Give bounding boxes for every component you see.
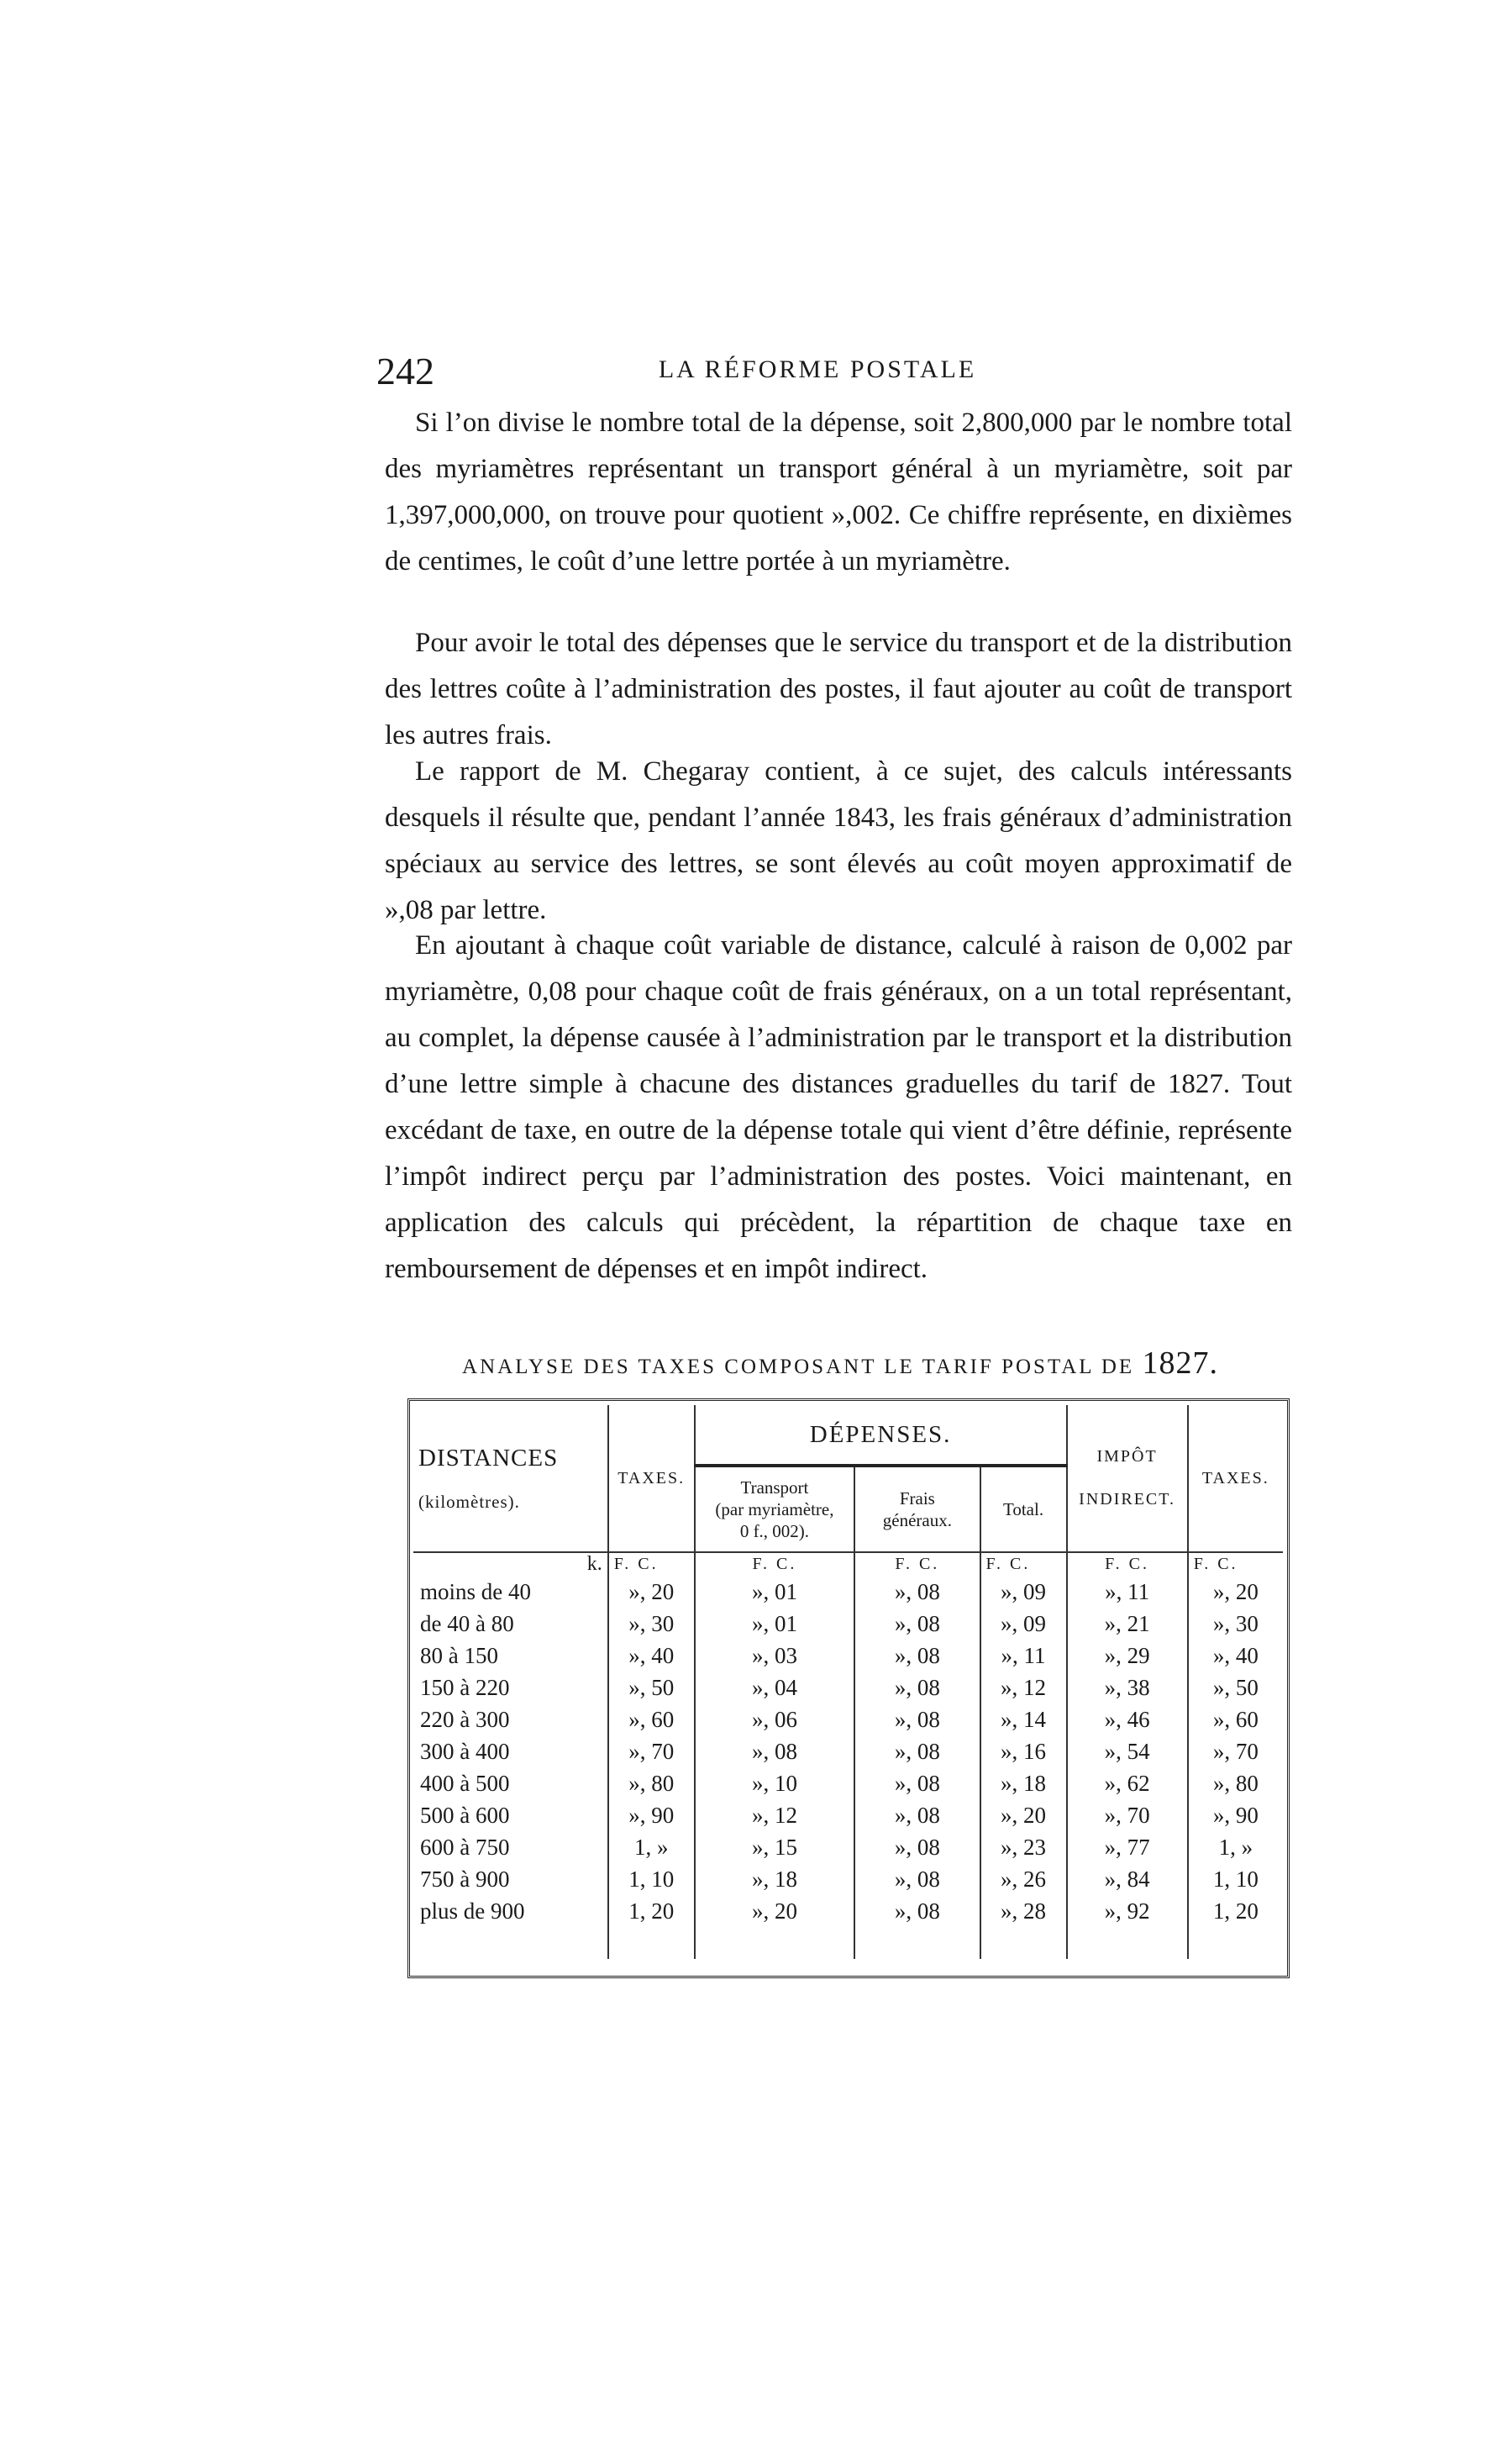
cell-total: », 12 bbox=[980, 1672, 1067, 1703]
cell-taxes-right: 1, » bbox=[1218, 1834, 1253, 1860]
cell-impot: », 29 bbox=[1067, 1640, 1188, 1672]
cell-taxes-right: », 40 bbox=[1212, 1642, 1259, 1668]
table-row bbox=[413, 1895, 1283, 1927]
cell-taxes: », 60 bbox=[608, 1703, 695, 1735]
tariff-table bbox=[413, 1405, 1283, 1959]
cell-taxes-right: », 50 bbox=[1212, 1674, 1259, 1700]
cell-total: », 09 bbox=[980, 1576, 1067, 1608]
cell-impot: », 38 bbox=[1067, 1672, 1188, 1703]
cell-taxes-right: », 30 bbox=[1212, 1610, 1259, 1636]
cell-distance: 80 à 150 bbox=[413, 1640, 608, 1672]
cell-taxes-right: 1, 10 bbox=[1212, 1866, 1259, 1892]
header-impot-label: IMPÔT bbox=[1096, 1447, 1158, 1466]
cell-taxes: », 90 bbox=[608, 1799, 695, 1831]
table-row bbox=[413, 1831, 1283, 1863]
unit-transport: F. C. bbox=[695, 1552, 855, 1576]
cell-distance: moins de 40 bbox=[413, 1576, 608, 1608]
cell-total: », 20 bbox=[980, 1799, 1067, 1831]
cell-taxes: », 80 bbox=[608, 1767, 695, 1799]
cell-taxes: », 20 bbox=[608, 1576, 695, 1608]
cell-transport: », 04 bbox=[695, 1672, 855, 1703]
cell-distance: 750 à 900 bbox=[413, 1863, 608, 1895]
cell-frais: », 08 bbox=[854, 1863, 980, 1895]
cell-total: », 14 bbox=[980, 1703, 1067, 1735]
cell-total: », 26 bbox=[980, 1863, 1067, 1895]
table-caption-year: 1827. bbox=[1142, 1345, 1218, 1381]
cell-transport: », 15 bbox=[695, 1831, 855, 1863]
cell-taxes-right: », 60 bbox=[1212, 1706, 1259, 1732]
cell-impot: », 77 bbox=[1067, 1831, 1188, 1863]
paragraph-3-text: Le rapport de M. Chegaray contient, à ce sujet, des calculs intéressants desquels il résulte que, pendant l’année 1843, les frais généraux d’administration spéciaux au service des lettres, se sont élevés au coût moyen approximatif de »,08 par lettre. bbox=[385, 756, 1292, 925]
cell-total: », 16 bbox=[980, 1735, 1067, 1767]
cell-transport: », 12 bbox=[695, 1799, 855, 1831]
header-transport-label: Transport bbox=[740, 1477, 809, 1498]
cell-frais: », 08 bbox=[854, 1608, 980, 1640]
unit-distance: k. bbox=[413, 1552, 608, 1576]
unit-total: F. C. bbox=[980, 1552, 1067, 1576]
cell-distance: de 40 à 80 bbox=[413, 1608, 608, 1640]
paragraph-3 bbox=[385, 749, 1292, 934]
paragraph-4-text: En ajoutant à chaque coût variable de distance, calculé à raison de 0,002 par myriamètre, 0,08 pour chaque coût de frais généraux, on a un total représentant, au complet, la dépense causée à l’administration par le transport et la distribution d’une lettre simple à chacune des distances graduelles du tarif de 1827. Tout excédant de taxe, en outre de la dépense totale qui vient d’être définie, représente l’impôt indirect perçu par l’administration des postes. Voici maintenant, en application des calculs qui précèdent, la répartition de chaque taxe en remboursement de dépenses et en impôt indirect. bbox=[385, 930, 1292, 1284]
paragraph-2 bbox=[385, 620, 1292, 759]
cell-transport: », 06 bbox=[695, 1703, 855, 1735]
cell-total: », 18 bbox=[980, 1767, 1067, 1799]
unit-frais: F. C. bbox=[854, 1552, 980, 1576]
cell-frais: », 08 bbox=[854, 1703, 980, 1735]
cell-impot: », 84 bbox=[1067, 1863, 1188, 1895]
cell-frais: », 08 bbox=[854, 1831, 980, 1863]
cell-frais: », 08 bbox=[854, 1672, 980, 1703]
header-distances bbox=[413, 1405, 608, 1552]
cell-frais: », 08 bbox=[854, 1640, 980, 1672]
table-row bbox=[413, 1576, 1283, 1608]
cell-distance: 150 à 220 bbox=[413, 1672, 608, 1703]
units-row bbox=[413, 1552, 1283, 1576]
table-spacer-row bbox=[413, 1927, 1283, 1959]
cell-impot: », 92 bbox=[1067, 1895, 1188, 1927]
paragraph-4 bbox=[385, 923, 1292, 1293]
cell-taxes: 1, 10 bbox=[608, 1863, 695, 1895]
unit-taxes: F. C. bbox=[608, 1552, 695, 1576]
cell-frais: », 08 bbox=[854, 1799, 980, 1831]
header-impot bbox=[1067, 1405, 1188, 1552]
cell-taxes: 1, 20 bbox=[608, 1895, 695, 1927]
cell-impot: », 54 bbox=[1067, 1735, 1188, 1767]
cell-taxes: », 50 bbox=[608, 1672, 695, 1703]
header-total: Total. bbox=[980, 1466, 1067, 1552]
cell-taxes-right: », 70 bbox=[1212, 1738, 1259, 1764]
table-row bbox=[413, 1608, 1283, 1640]
cell-total: », 28 bbox=[980, 1895, 1067, 1927]
cell-frais: », 08 bbox=[854, 1767, 980, 1799]
table-caption-text: ANALYSE DES TAXES COMPOSANT LE TARIF POSTAL DE bbox=[462, 1356, 1135, 1378]
cell-taxes-right: », 80 bbox=[1212, 1770, 1259, 1796]
running-title: LA RÉFORME POSTALE bbox=[658, 355, 977, 383]
cell-transport: », 10 bbox=[695, 1767, 855, 1799]
cell-impot: », 21 bbox=[1067, 1608, 1188, 1640]
cell-frais: », 08 bbox=[854, 1576, 980, 1608]
table-row bbox=[413, 1863, 1283, 1895]
header-frais-label: Frais bbox=[899, 1488, 935, 1508]
cell-distance: 220 à 300 bbox=[413, 1703, 608, 1735]
header-frais-detail: généraux. bbox=[882, 1510, 952, 1530]
header-frais bbox=[854, 1466, 980, 1552]
cell-taxes: », 70 bbox=[608, 1735, 695, 1767]
header-impot-detail: INDIRECT. bbox=[1079, 1490, 1176, 1508]
cell-transport: », 01 bbox=[695, 1608, 855, 1640]
cell-distance: 300 à 400 bbox=[413, 1735, 608, 1767]
table-row bbox=[413, 1640, 1283, 1672]
paragraph-1 bbox=[385, 400, 1292, 585]
cell-impot: », 70 bbox=[1067, 1799, 1188, 1831]
header-distances-unit: (kilomètres). bbox=[418, 1491, 520, 1512]
header-transport-rate: 0 f., 002). bbox=[739, 1521, 810, 1541]
cell-total: », 11 bbox=[980, 1640, 1067, 1672]
page-header bbox=[376, 349, 1259, 391]
cell-frais: », 08 bbox=[854, 1895, 980, 1927]
cell-impot: », 11 bbox=[1067, 1576, 1188, 1608]
cell-distance: plus de 900 bbox=[413, 1895, 608, 1927]
cell-transport: », 08 bbox=[695, 1735, 855, 1767]
cell-transport: », 20 bbox=[695, 1895, 855, 1927]
table-caption bbox=[412, 1345, 1269, 1382]
unit-taxes-right: F. C. bbox=[1188, 1552, 1283, 1576]
cell-taxes: », 30 bbox=[608, 1608, 695, 1640]
header-transport-detail: (par myriamètre, bbox=[715, 1499, 834, 1519]
page-number: 242 bbox=[376, 350, 434, 392]
cell-frais: », 08 bbox=[854, 1735, 980, 1767]
paragraph-1-text: Si l’on divise le nombre total de la dépense, soit 2,800,000 par le nombre total des myriamètres représentant un transport général à un myriamètre, soit par 1,397,000,000, on trouve pour quotient »,002. Ce chiffre représente, en dixièmes de centimes, le coût d’une lettre portée à un myriamètre. bbox=[385, 408, 1292, 577]
header-taxes: TAXES. bbox=[608, 1405, 695, 1552]
cell-distance: 600 à 750 bbox=[413, 1831, 608, 1863]
cell-impot: », 62 bbox=[1067, 1767, 1188, 1799]
cell-impot: », 46 bbox=[1067, 1703, 1188, 1735]
cell-taxes-right: 1, 20 bbox=[1212, 1898, 1259, 1924]
cell-total: », 09 bbox=[980, 1608, 1067, 1640]
cell-taxes: 1, » bbox=[608, 1831, 695, 1863]
cell-transport: », 18 bbox=[695, 1863, 855, 1895]
header-distances-label: DISTANCES bbox=[418, 1444, 559, 1472]
header-taxes-right: TAXES. bbox=[1201, 1468, 1269, 1487]
header-depenses: DÉPENSES. bbox=[695, 1405, 1067, 1466]
table-row bbox=[413, 1703, 1283, 1735]
cell-transport: », 03 bbox=[695, 1640, 855, 1672]
cell-total: », 23 bbox=[980, 1831, 1067, 1863]
table-row bbox=[413, 1799, 1283, 1831]
header-transport bbox=[695, 1466, 855, 1552]
table-row bbox=[413, 1735, 1283, 1767]
cell-transport: », 01 bbox=[695, 1576, 855, 1608]
cell-taxes-right: », 20 bbox=[1212, 1578, 1259, 1604]
cell-taxes-right: », 90 bbox=[1212, 1802, 1259, 1828]
cell-distance: 400 à 500 bbox=[413, 1767, 608, 1799]
cell-taxes: », 40 bbox=[608, 1640, 695, 1672]
unit-impot: F. C. bbox=[1067, 1552, 1188, 1576]
cell-distance: 500 à 600 bbox=[413, 1799, 608, 1831]
table-row bbox=[413, 1672, 1283, 1703]
paragraph-2-text: Pour avoir le total des dépenses que le service du transport et de la distribution des lettres coûte à l’administration des postes, il faut ajouter au coût de transport les autres frais. bbox=[385, 628, 1292, 750]
table-row bbox=[413, 1767, 1283, 1799]
